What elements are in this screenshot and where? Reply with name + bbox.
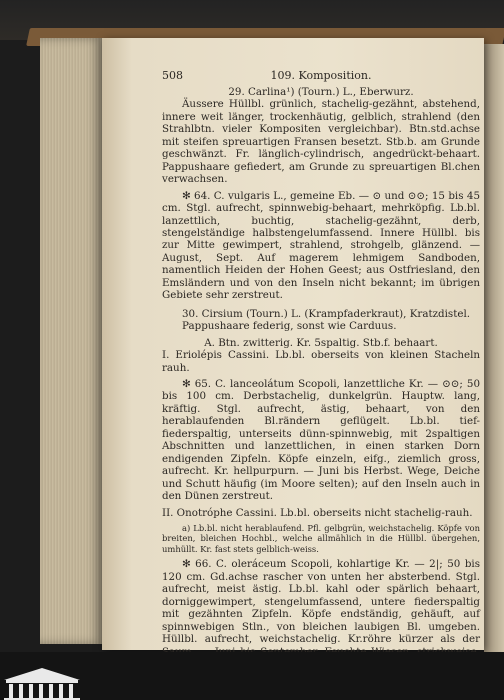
species-entry-65: ✻ 65. C. lanceolátum Scopoli, lanzettliche Kr. — ⊙⊙; 50 bis 100 cm. Derbstachelig, dunkelgrün. Hauptw. lang, kräftig. Stgl. aufrecht, ästig, behaart, von den herablaufenden Bl.rändern geflügelt. Lb.bl. tief-fiederspaltig, unterseits dünn-spinnwebig, mit 2spaltigen Abschnitten und lanzettlichen, in einen starken Dorn endigenden Zipfeln. Köpfe einzeln, eifg., ziemlich gross, aufrecht. Kr. hellpurpurn. — Juni bis Herbst. Wege, Deiche und Schutt häufig (im Moore selten); auf den Inseln auch in den Dünen zerstreut. [162, 377, 480, 503]
subsection-heading-i: I. Eriolépis Cassini. Lb.bl. oberseits von kleinen Stacheln rauh. [162, 349, 480, 374]
genus-heading-cirsium: 30. Cirsium (Tourn.) L. (Krampfaderkraut), Kratzdistel. [182, 307, 471, 320]
page-header [162, 70, 480, 86]
group-description-a: a) Lb.bl. nicht herablaufend. Pfl. gelbgrün, weichstachelig. Köpfe von breiten, bleichen Hochbl., welche allmählich in die Hüllbl. übergehen, umhüllt. Kr. fast stets gelblich-weiss. [162, 522, 480, 554]
library-building-logo-icon [2, 666, 82, 700]
book-page [102, 38, 484, 650]
genus-description-carlina: Äussere Hüllbl. grünlich, stachelig-gezähnt, abstehend, innere weit länger, trockenhäutig, gelblich, strahlend (den Strahlbtn. vieler Kompositen vergleichbar). Btn.std.achse mit steifen spreuartigen Fransen besetzt. Stb.b. am Grunde geschwänzt. Fr. länglich-cylindrisch, angedrückt-behaart. Pappushaare gefiedert, am Grunde zu spreuartigen Bl.chen verwachsen. [162, 98, 480, 186]
species-entry-64: ✻ 64. C. vulgaris L., gemeine Eb. — ⊙ und ⊙⊙; 15 bis 45 cm. Stgl. aufrecht, spinnwebig-behaart, mehrköpfig. Lb.bl. lanzettlich, buchtig, stachelig-gezähnt, derb, stengelständige halbstengelumfassend. Innere Hüllbl. bis zur Mitte gewimpert, strahlend, strohgelb, glänzend. — August, Sept. Auf magerem lehmigem Sandboden, namentlich Heiden der Hohen Geest; aus Ostfriesland, den Emsländern und von den Inseln nicht bekannt; im übrigen Gebiete sehr zerstreut. [162, 189, 480, 302]
subsection-heading-ii: II. Onotróphe Cassini. Lb.bl. oberseits nicht stachelig-rauh. [162, 506, 473, 519]
page-text [162, 70, 480, 684]
genus-description-cirsium: Pappushaare federig, sonst wie Carduus. [182, 320, 397, 333]
running-head: 109. Komposition. [270, 69, 372, 82]
section-heading-a: A. Btn. zwitterig. Kr. 5spaltig. Stb.f. behaart. [204, 336, 438, 349]
page-stack [40, 38, 102, 644]
page-number: 508 [162, 69, 183, 82]
facing-page-edge [484, 44, 504, 654]
genus-heading-carlina: 29. Carlina¹) (Tourn.) L., Eberwurz. [228, 86, 414, 98]
species-entry-66: ✻ 66. C. oleráceum Scopoli, kohlartige Kr. — 2|; 50 bis 120 cm. Gd.achse rascher von unten her absterbend. Stgl. aufrecht, meist ästig. Lb.bl. kahl oder spärlich behaart, dorniggewimpert, stengelumfassend, untere fiederspaltig mit gezähnten Zipfeln. Köpfe endständig, gehäuft, auf spinnwebigen Stln., von bleichen laubigen Bl. umgeben. Hüllbl. aufrecht, weichstachelig. Kr.röhre kürzer als der [162, 558, 480, 646]
